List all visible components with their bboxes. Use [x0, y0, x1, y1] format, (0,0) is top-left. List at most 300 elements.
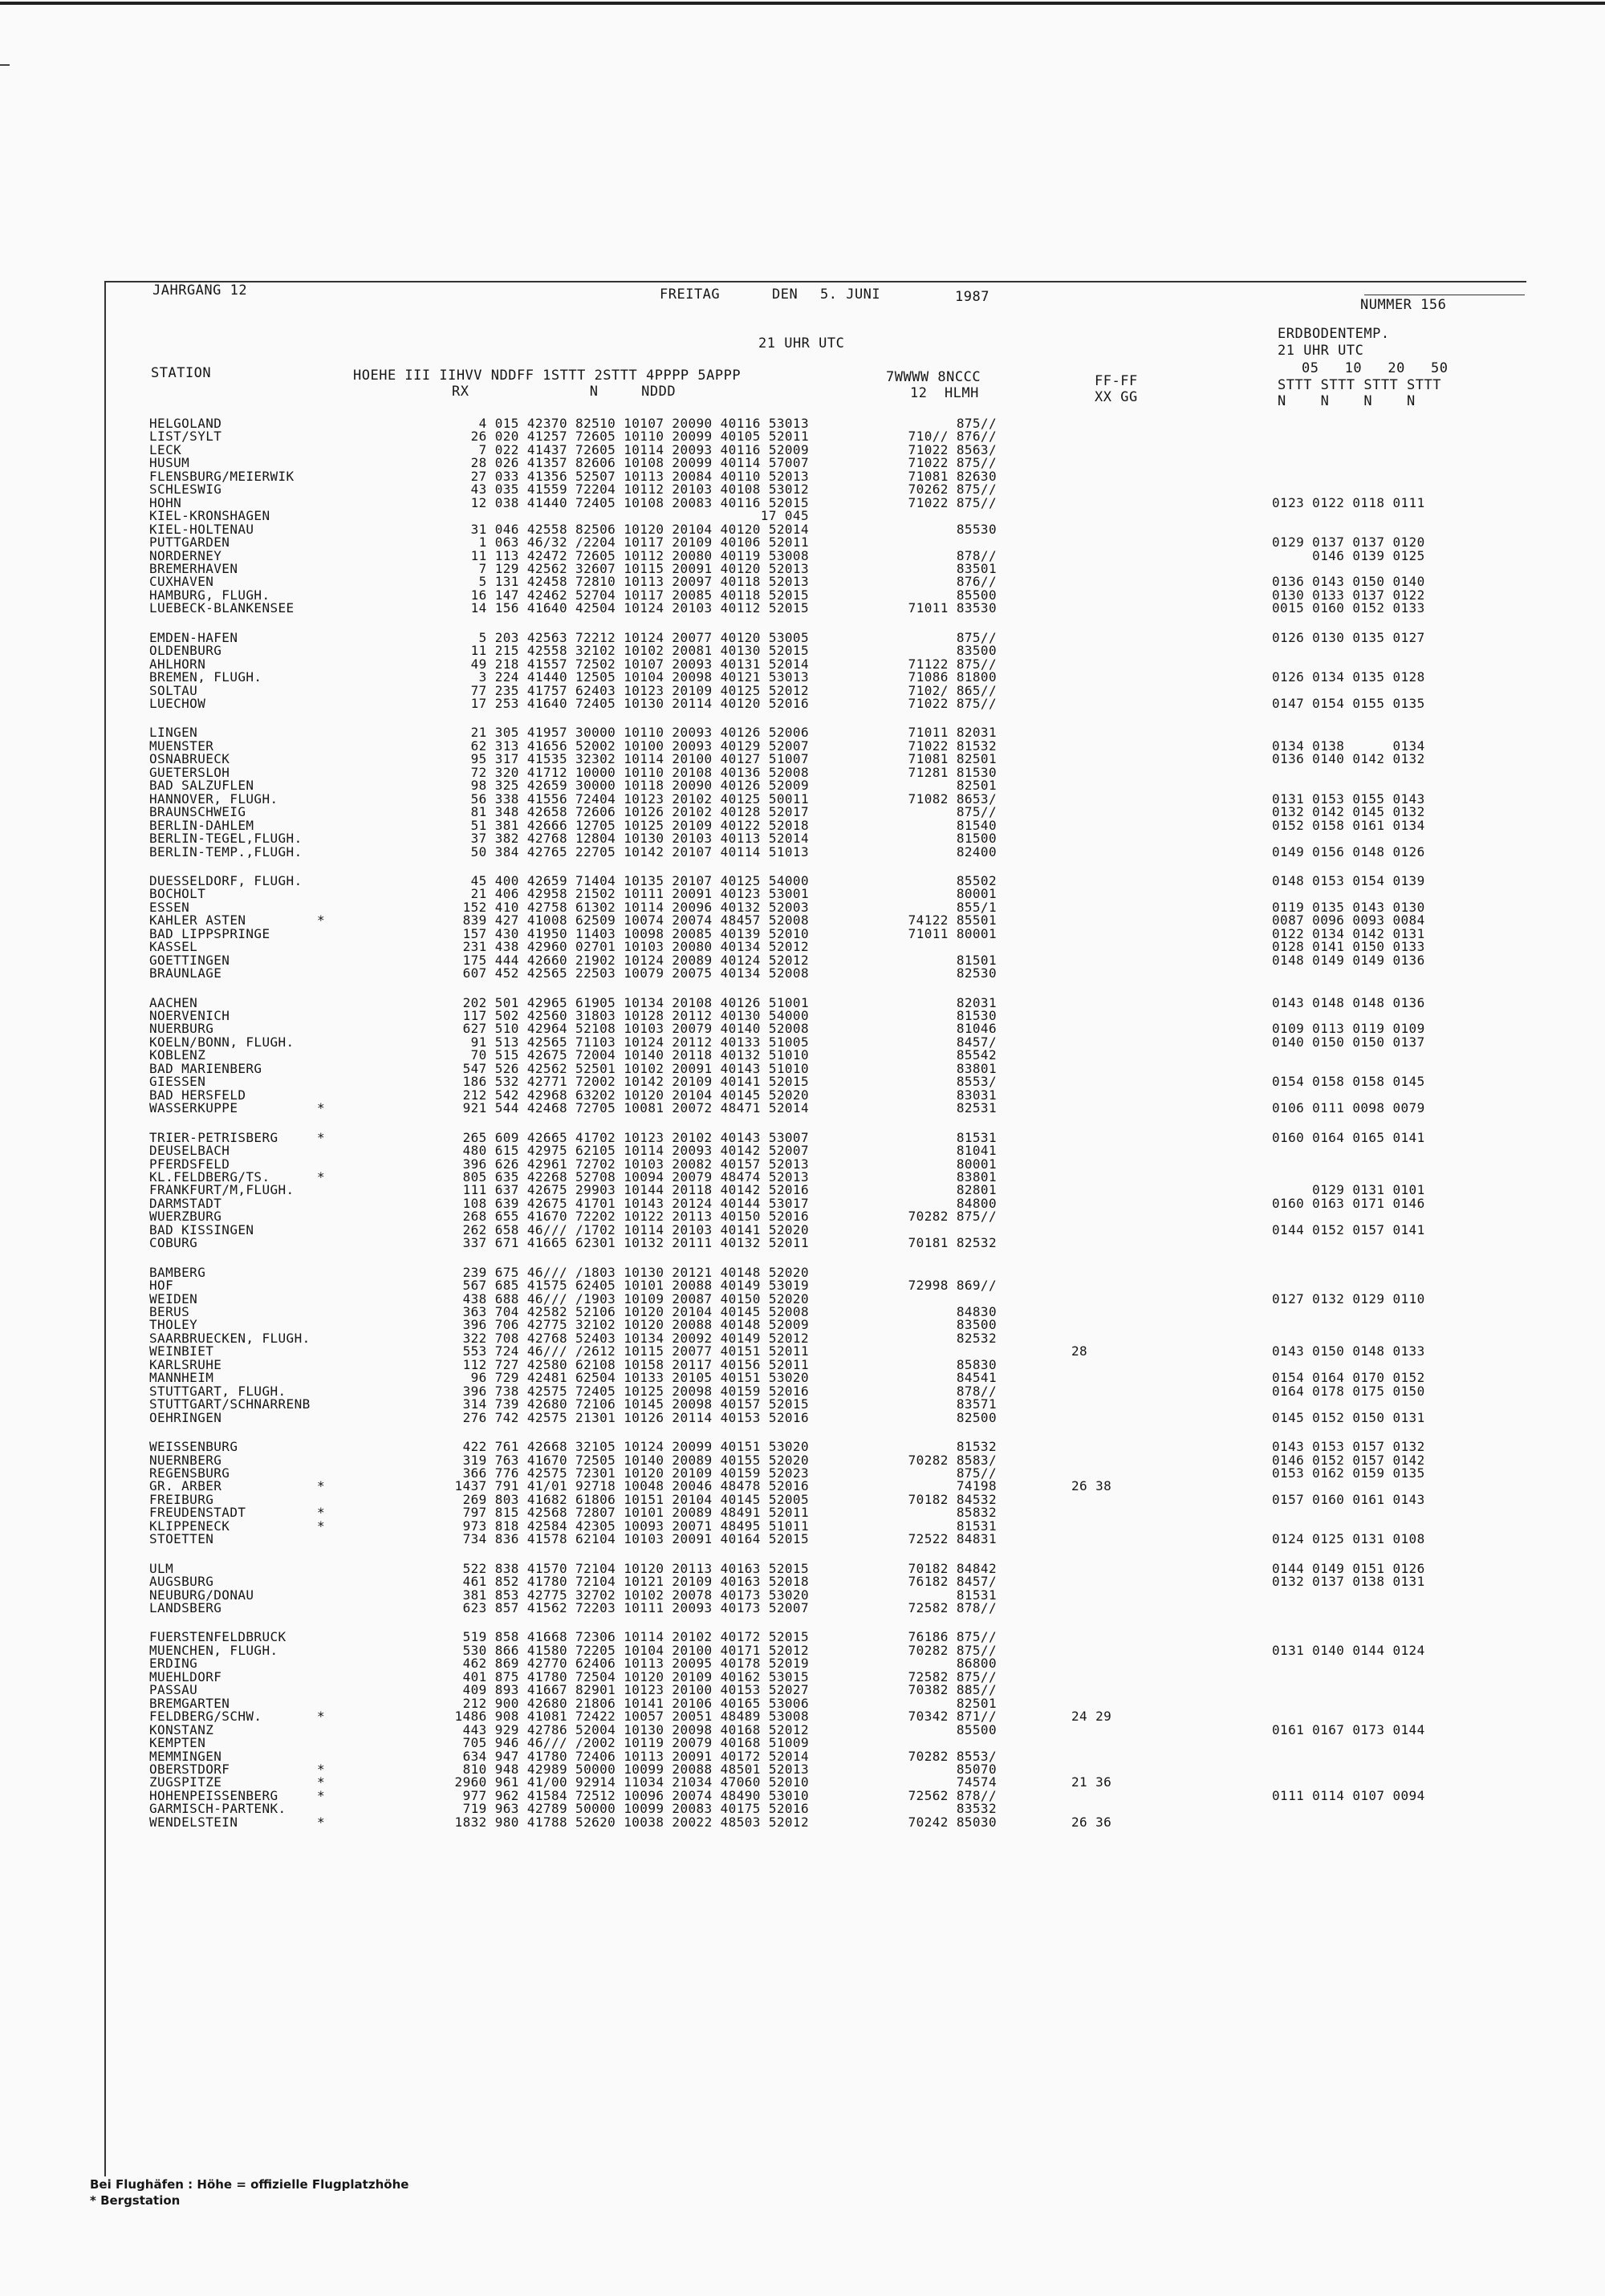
station-name: OEHRINGEN	[149, 1410, 222, 1425]
station-name: PASSAU	[149, 1682, 198, 1697]
table-row	[0, 1602, 1605, 1615]
station-name: OSNABRUECK	[149, 751, 230, 766]
observation-groups: 239 675 46/// /1803 10130 20121 40148 52020	[462, 1265, 809, 1280]
station-name: WUERZBURG	[149, 1209, 222, 1224]
weather-cloud-groups: 84541	[956, 1370, 997, 1385]
weather-cloud-groups: 71022 875//	[908, 455, 997, 470]
soil-temperatures: 0129 0131 0101	[1272, 1182, 1425, 1197]
weather-cloud-groups: 74122 85501	[908, 912, 997, 928]
station-name: LUECHOW	[149, 696, 206, 711]
table-row	[0, 1398, 1605, 1411]
footer-airport-note: Bei Flughäfen : Höhe = offizielle Flugplatzhöhe	[90, 2177, 409, 2192]
observation-groups: 810 948 42989 50000 10099 20088 48501 52013	[462, 1762, 809, 1777]
soil-temperatures: 0134 0138 0134	[1272, 738, 1425, 754]
station-name: WEIDEN	[149, 1291, 198, 1306]
soil-temperatures: 0132 0142 0145 0132	[1272, 804, 1425, 819]
soil-temperatures: 0087 0096 0093 0084	[1272, 912, 1425, 928]
table-row	[0, 1480, 1605, 1493]
soil-temperatures: 0149 0156 0148 0126	[1272, 844, 1425, 859]
soil-temperatures: 0129 0137 0137 0120	[1272, 534, 1425, 550]
soil-temperatures: 0160 0164 0165 0141	[1272, 1130, 1425, 1145]
weather-cloud-groups: 82801	[956, 1182, 997, 1197]
weather-cloud-groups: 71022 81532	[908, 738, 997, 754]
observation-groups: 396 706 42775 32102 10120 20088 40148 52009	[462, 1317, 809, 1332]
station-name: BAD KISSINGEN	[149, 1222, 254, 1237]
weather-cloud-groups: 80001	[956, 1156, 997, 1172]
station-name: NOERVENICH	[149, 1008, 230, 1023]
station-name: FLENSBURG/MEIERWIK	[149, 469, 295, 484]
weather-cloud-groups: 85070	[956, 1762, 997, 1777]
station-name: ERDING	[149, 1656, 198, 1671]
station-name: GR. ARBER	[149, 1478, 222, 1493]
observation-groups: 51 381 42666 12705 10125 20109 40122 52018	[470, 818, 809, 833]
weather-cloud-groups: 83501	[956, 561, 997, 576]
table-row	[0, 536, 1605, 549]
station-name: HOHENPEISSENBERG	[149, 1788, 278, 1803]
table-row	[0, 1684, 1605, 1697]
observation-groups: 553 724 46/// /2612 10115 20077 40151 52011	[462, 1343, 809, 1359]
station-name: GARMISCH-PARTENK.	[149, 1801, 286, 1816]
station-name: BAMBERG	[149, 1265, 206, 1280]
station-name: BAD LIPPSPRINGE	[149, 926, 270, 941]
observation-groups: 461 852 41780 72104 10121 20109 40163 52018	[462, 1574, 809, 1589]
station-name: KASSEL	[149, 939, 198, 954]
weather-cloud-groups: 83571	[956, 1396, 997, 1412]
weather-cloud-groups: 81531	[956, 1130, 997, 1145]
station-name: BOCHOLT	[149, 886, 206, 901]
observation-groups: 12 038 41440 72405 10108 20083 40116 52015	[470, 495, 809, 510]
station-name: KIEL-KRONSHAGEN	[149, 508, 270, 523]
mountain-marker: *	[317, 1814, 326, 1830]
observation-groups: 56 338 41556 72404 10123 20102 40125 50011	[470, 791, 809, 807]
station-name: BAD HERSFELD	[149, 1087, 246, 1103]
observation-groups: 276 742 42575 21301 10126 20114 40153 52016	[462, 1410, 809, 1425]
station-name: TRIER-PETRISBERG	[149, 1130, 278, 1145]
station-name: BERLIN-TEMP.,FLUGH.	[149, 844, 303, 859]
weather-cloud-groups: 81041	[956, 1143, 997, 1158]
observation-groups: 977 962 41584 72512 10096 20074 48490 53010	[462, 1788, 809, 1803]
mountain-marker: *	[317, 1100, 326, 1115]
soil-temperatures: 0144 0152 0157 0141	[1272, 1222, 1425, 1237]
weather-cloud-groups: 85502	[956, 873, 997, 888]
station-name: PFERDSFELD	[149, 1156, 230, 1172]
gust-values: 26 38	[1071, 1478, 1112, 1493]
weather-cloud-groups: 84830	[956, 1304, 997, 1319]
observation-groups: 1832 980 41788 52620 10038 20022 48503 52012	[454, 1814, 809, 1830]
station-name: HOF	[149, 1278, 174, 1293]
station-name: ZUGSPITZE	[149, 1774, 222, 1790]
table-row	[0, 914, 1605, 927]
weather-cloud-groups: 71081 82501	[908, 751, 997, 766]
observation-groups: 152 410 42758 61302 10114 20096 40132 52003	[462, 900, 809, 915]
soil-temperatures: 0127 0132 0129 0110	[1272, 1291, 1425, 1306]
soil-temperatures: 0140 0150 0150 0137	[1272, 1034, 1425, 1050]
weather-cloud-groups: 82501	[956, 1696, 997, 1711]
station-name: AUGSBURG	[149, 1574, 214, 1589]
weather-cloud-groups: 85542	[956, 1047, 997, 1063]
weather-cloud-groups: 74198	[956, 1478, 997, 1493]
station-name: BAD MARIENBERG	[149, 1061, 262, 1076]
observation-groups: 50 384 42765 22705 10142 20107 40114 51013	[470, 844, 809, 859]
table-row	[0, 1855, 1605, 1868]
station-name: KARLSRUHE	[149, 1357, 222, 1372]
soil-temperatures: 0126 0130 0135 0127	[1272, 630, 1425, 645]
observation-groups: 91 513 42565 71103 10124 20112 40133 51005	[470, 1034, 809, 1050]
table-row	[0, 1144, 1605, 1157]
station-name: CUXHAVEN	[149, 574, 214, 589]
weather-cloud-groups: 81046	[956, 1021, 997, 1036]
observation-groups: 265 609 42665 41702 10123 20102 40143 53007	[462, 1130, 809, 1145]
weather-cloud-groups: 83801	[956, 1169, 997, 1185]
table-row	[0, 1816, 1605, 1829]
observation-groups: 77 235 41757 62403 10123 20109 40125 52012	[470, 683, 809, 698]
station-name: GUETERSLOH	[149, 765, 230, 780]
station-name: OLDENBURG	[149, 643, 222, 658]
station-name: ULM	[149, 1561, 174, 1576]
ff-header: FF-FF	[1095, 373, 1138, 389]
station-name: WENDELSTEIN	[149, 1814, 238, 1830]
observation-groups: 921 544 42468 72705 10081 20072 48471 52014	[462, 1100, 809, 1115]
weather-cloud-groups: 70242 85030	[908, 1814, 997, 1830]
observation-groups: 175 444 42660 21902 10124 20089 40124 52012	[462, 953, 809, 968]
weather-cloud-groups: 83532	[956, 1801, 997, 1816]
observation-groups: 212 542 42968 63202 10120 20104 40145 52020	[462, 1087, 809, 1103]
group7-header: 7WWWW 8NCCC	[886, 369, 981, 385]
station-name: OBERSTDORF	[149, 1762, 230, 1777]
soil-temperatures: 0128 0141 0150 0133	[1272, 939, 1425, 954]
station-name: KL.FELDBERG/TS.	[149, 1169, 270, 1185]
station-name: BERLIN-DAHLEM	[149, 818, 254, 833]
table-row	[0, 1345, 1605, 1358]
mountain-marker: *	[317, 1518, 326, 1534]
table-row	[0, 1575, 1605, 1588]
table-row	[0, 1802, 1605, 1815]
weekday-label: FREITAG	[660, 286, 721, 303]
observation-groups: 49 218 41557 72502 10107 20093 40131 52014	[470, 656, 809, 672]
station-name: KOBLENZ	[149, 1047, 206, 1063]
weather-cloud-groups: 84800	[956, 1196, 997, 1211]
observation-groups: 443 929 42786 52004 10130 20098 40168 52012	[462, 1722, 809, 1737]
station-name: BERLIN-TEGEL,FLUGH.	[149, 831, 303, 846]
observation-groups: 81 348 42658 72606 10126 20102 40128 52017	[470, 804, 809, 819]
observation-groups: 4 015 42370 82510 10107 20090 40116 53013	[478, 416, 809, 431]
weather-cloud-groups: 76186 875//	[908, 1629, 997, 1644]
station-name: MEMMINGEN	[149, 1749, 222, 1764]
station-name: SAARBRUECKEN, FLUGH.	[149, 1331, 311, 1346]
table-row	[0, 457, 1605, 469]
weather-cloud-groups: 70382 885//	[908, 1682, 997, 1697]
weather-cloud-groups: 85500	[956, 587, 997, 603]
station-name: WEISSENBURG	[149, 1439, 238, 1454]
station-name: HAMBURG, FLUGH.	[149, 587, 270, 603]
weather-cloud-groups: 70282 875//	[908, 1643, 997, 1658]
observation-groups: 409 893 41667 82901 10123 20100 40153 52027	[462, 1682, 809, 1697]
station-name: MUENCHEN, FLUGH.	[149, 1643, 278, 1658]
station-name: BREMERHAVEN	[149, 561, 238, 576]
observation-groups: 212 900 42680 21806 10141 20106 40165 53006	[462, 1696, 809, 1711]
station-name: BRAUNLAGE	[149, 965, 222, 981]
observation-groups: 96 729 42481 62504 10133 20105 40151 53020	[470, 1370, 809, 1385]
soil-temperatures: 0123 0122 0118 0111	[1272, 495, 1425, 510]
table-row	[0, 697, 1605, 710]
table-row	[0, 1737, 1605, 1749]
station-name: BERUS	[149, 1304, 190, 1319]
observation-groups: 314 739 42680 72106 10145 20098 40157 52015	[462, 1396, 809, 1412]
observation-groups: 322 708 42768 52403 10134 20092 40149 52012	[462, 1331, 809, 1346]
station-name: KOELN/BONN, FLUGH.	[149, 1034, 295, 1050]
weather-cloud-groups: 7102/ 865//	[908, 683, 997, 698]
weather-cloud-groups: 81500	[956, 831, 997, 846]
station-name: SCHLESWIG	[149, 482, 222, 497]
observation-groups: 627 510 42964 52108 10103 20079 40140 52008	[462, 1021, 809, 1036]
observation-groups: 607 452 42565 22503 10079 20075 40134 52008	[462, 965, 809, 981]
soil-temperatures: 0147 0154 0155 0135	[1272, 696, 1425, 711]
observation-groups: 2960 961 41/00 92914 11034 21034 47060 52010	[454, 1774, 809, 1790]
station-name: AACHEN	[149, 995, 198, 1010]
observation-groups: 567 685 41575 62405 10101 20088 40149 53019	[462, 1278, 809, 1293]
weather-cloud-groups: 875//	[956, 630, 997, 645]
observation-groups: 202 501 42965 61905 10134 20108 40126 51001	[462, 995, 809, 1010]
station-name: GIESSEN	[149, 1074, 206, 1089]
weather-cloud-groups: 81531	[956, 1587, 997, 1603]
observation-groups: 623 857 41562 72203 10111 20093 40173 52007	[462, 1600, 809, 1615]
station-name: BAD SALZUFLEN	[149, 778, 254, 793]
observation-groups: 839 427 41008 62509 10074 20074 48457 52008	[462, 912, 809, 928]
station-name: HUSUM	[149, 455, 190, 470]
table-row	[0, 1319, 1605, 1331]
soil-temperatures: 0143 0148 0148 0136	[1272, 995, 1425, 1010]
volume-label: JAHRGANG 12	[152, 282, 248, 299]
soil-temperatures: 0122 0134 0142 0131	[1272, 926, 1425, 941]
soil-temperatures: 0148 0153 0154 0139	[1272, 873, 1425, 888]
table-row	[0, 1022, 1605, 1035]
observation-groups: 262 658 46/// /1702 10114 20103 40141 52020	[462, 1222, 809, 1237]
observation-groups: 530 866 41580 72205 10104 20100 40171 52012	[462, 1643, 809, 1658]
weather-cloud-groups: 875//	[956, 804, 997, 819]
observation-groups: 797 815 42568 72807 10101 20089 48491 52011	[462, 1505, 809, 1520]
station-name: WASSERKUPPE	[149, 1100, 238, 1115]
table-row	[0, 941, 1605, 953]
weather-cloud-groups: 70182 84532	[908, 1492, 997, 1507]
station-name: COBURG	[149, 1235, 198, 1250]
weather-cloud-groups: 81540	[956, 818, 997, 833]
table-row	[0, 575, 1605, 588]
weather-cloud-groups: 855/1	[956, 900, 997, 915]
weather-cloud-groups: 71281 81530	[908, 765, 997, 780]
observation-groups: 438 688 46/// /1903 10109 20087 40150 52020	[462, 1291, 809, 1306]
table-row	[0, 602, 1605, 615]
station-name: KLIPPENECK	[149, 1518, 230, 1534]
station-name: HOHN	[149, 495, 182, 510]
station-name: GOETTINGEN	[149, 953, 230, 968]
soil-temperatures: 0164 0178 0175 0150	[1272, 1384, 1425, 1399]
observation-groups: 366 776 42575 72301 10120 20109 40159 52023	[462, 1465, 809, 1481]
weather-cloud-groups: 85830	[956, 1357, 997, 1372]
mountain-marker: *	[317, 1709, 326, 1724]
soil-depths: 05 10 20 50	[1302, 360, 1449, 376]
weather-cloud-groups: 71011 80001	[908, 926, 997, 941]
station-name: DUESSELDORF, FLUGH.	[149, 873, 303, 888]
station-name: SOLTAU	[149, 683, 198, 698]
table-row	[0, 753, 1605, 766]
station-name: FELDBERG/SCHW.	[149, 1709, 262, 1724]
station-name: NUERNBERG	[149, 1453, 222, 1468]
soil-temperatures: 0131 0140 0144 0124	[1272, 1643, 1425, 1658]
table-row	[0, 888, 1605, 900]
soil-temperatures: 0154 0164 0170 0152	[1272, 1370, 1425, 1385]
station-name: KIEL-HOLTENAU	[149, 522, 254, 537]
soil-subheader: N N N N	[1278, 393, 1416, 409]
soil-temperatures: 0154 0158 0158 0145	[1272, 1074, 1425, 1089]
table-row	[0, 1049, 1605, 1062]
station-name: FREUDENSTADT	[149, 1505, 246, 1520]
observation-groups: 14 156 41640 42504 10124 20103 40112 52015	[470, 600, 809, 616]
station-name: BREMGARTEN	[149, 1696, 230, 1711]
observation-groups: 95 317 41535 32302 10114 20100 40127 51007	[470, 751, 809, 766]
observation-groups: 734 836 41578 62104 10103 20091 40164 52015	[462, 1531, 809, 1546]
gust-values: 28	[1071, 1343, 1088, 1359]
weather-cloud-groups: 85832	[956, 1505, 997, 1520]
weather-cloud-groups: 8553/	[956, 1074, 997, 1089]
mountain-marker: *	[317, 912, 326, 928]
observation-groups: 11 113 42472 72605 10112 20080 40119 53008	[470, 548, 809, 563]
soil-temperatures: 0119 0135 0143 0130	[1272, 900, 1425, 915]
weather-cloud-groups: 85500	[956, 1722, 997, 1737]
station-name: BRAUNSCHWEIG	[149, 804, 246, 819]
observation-groups: 422 761 42668 32105 10124 20099 40151 53020	[462, 1439, 809, 1454]
observation-groups: 17 045	[760, 508, 809, 523]
station-name: AHLHORN	[149, 656, 206, 672]
weather-cloud-groups: 70342 871//	[908, 1709, 997, 1724]
weather-cloud-groups: 82400	[956, 844, 997, 859]
weather-cloud-groups: 81531	[956, 1518, 997, 1534]
table-row	[0, 1843, 1605, 1855]
weather-cloud-groups: 71086 81800	[908, 669, 997, 685]
observation-groups: 547 526 42562 52501 10102 20091 40143 51010	[462, 1061, 809, 1076]
soil-temperatures: 0146 0152 0157 0142	[1272, 1453, 1425, 1468]
table-row	[0, 1657, 1605, 1670]
table-row	[0, 1441, 1605, 1453]
observation-time: 21 UHR UTC	[758, 335, 845, 352]
soil-temp-time: 21 UHR UTC	[1278, 343, 1364, 359]
table-row	[0, 671, 1605, 684]
main-groups-subheader: RX N NDDD	[452, 384, 677, 400]
observation-groups: 31 046 42558 82506 10120 20104 40120 52014	[470, 522, 809, 537]
issue-number: NUMMER 156	[1360, 297, 1447, 313]
soil-temperatures: 0131 0153 0155 0143	[1272, 791, 1425, 807]
observation-groups: 805 635 42268 52708 10094 20079 48474 52013	[462, 1169, 809, 1185]
table-row	[0, 510, 1605, 522]
table-row	[0, 483, 1605, 496]
observation-groups: 5 203 42563 72212 10124 20077 40120 53005	[478, 630, 809, 645]
observation-groups: 108 639 42675 41701 10143 20124 40144 53017	[462, 1196, 809, 1211]
table-row	[0, 779, 1605, 792]
mountain-marker: *	[317, 1505, 326, 1520]
observation-groups: 27 033 41356 52507 10113 20084 40110 52013	[470, 469, 809, 484]
soil-temperatures: 0111 0114 0107 0094	[1272, 1788, 1425, 1803]
observation-groups: 11 215 42558 32102 10102 20081 40130 52015	[470, 643, 809, 658]
weather-cloud-groups: 71122 875//	[908, 656, 997, 672]
station-name: ESSEN	[149, 900, 190, 915]
observation-groups: 231 438 42960 02701 10103 20080 40134 52012	[462, 939, 809, 954]
gust-values: 26 36	[1071, 1814, 1112, 1830]
station-name: STUTTGART/SCHNARRENB	[149, 1396, 311, 1412]
soil-temperatures: 0143 0150 0148 0133	[1272, 1343, 1425, 1359]
observation-groups: 26 020 41257 72605 10110 20099 40105 52011	[470, 429, 809, 444]
table-row	[0, 967, 1605, 980]
table-row	[0, 1710, 1605, 1723]
mountain-marker: *	[317, 1762, 326, 1777]
station-name: MUEHLDORF	[149, 1669, 222, 1684]
observation-groups: 401 875 41780 72504 10120 20109 40162 53015	[462, 1669, 809, 1684]
station-column-header: STATION	[151, 365, 212, 381]
observation-groups: 98 325 42659 30000 10118 20090 40126 52009	[470, 778, 809, 793]
station-name: NUERBURG	[149, 1021, 214, 1036]
station-name: KEMPTEN	[149, 1735, 206, 1750]
soil-temperatures: 0152 0158 0161 0134	[1272, 818, 1425, 833]
soil-temperatures: 0153 0162 0159 0135	[1272, 1465, 1425, 1481]
station-name: EMDEN-HAFEN	[149, 630, 238, 645]
weather-cloud-groups: 71082 8653/	[908, 791, 997, 807]
observation-groups: 268 655 41670 72202 10122 20113 40150 52016	[462, 1209, 809, 1224]
observation-groups: 45 400 42659 71404 10135 20107 40125 54000	[470, 873, 809, 888]
table-row	[0, 1102, 1605, 1115]
weather-cloud-groups: 71022 875//	[908, 495, 997, 510]
observation-groups: 17 253 41640 72405 10130 20114 40120 52016	[470, 696, 809, 711]
table-row	[0, 1279, 1605, 1292]
table-row	[0, 1210, 1605, 1223]
weather-cloud-groups: 86800	[956, 1656, 997, 1671]
observation-groups: 1437 791 41/01 92718 10048 20046 48478 52016	[454, 1478, 809, 1493]
weather-cloud-groups: 878//	[956, 1384, 997, 1399]
weather-cloud-groups: 72582 878//	[908, 1600, 997, 1615]
mountain-marker: *	[317, 1130, 326, 1145]
soil-temperatures: 0109 0113 0119 0109	[1272, 1021, 1425, 1036]
observation-groups: 719 963 42789 50000 10099 20083 40175 52016	[462, 1801, 809, 1816]
table-row	[0, 1631, 1605, 1644]
table-row	[0, 1829, 1605, 1842]
weather-cloud-groups: 83031	[956, 1087, 997, 1103]
observation-groups: 62 313 41656 52002 10100 20093 40129 52007	[470, 738, 809, 754]
weather-cloud-groups: 85530	[956, 522, 997, 537]
soil-temperatures: 0124 0125 0131 0108	[1272, 1531, 1425, 1546]
observation-groups: 5 131 42458 72810 10113 20097 40118 52013	[478, 574, 809, 589]
weather-cloud-groups: 83801	[956, 1061, 997, 1076]
weather-cloud-groups: 82031	[956, 995, 997, 1010]
soil-temperatures: 0126 0134 0135 0128	[1272, 669, 1425, 685]
station-name: HELGOLAND	[149, 416, 222, 431]
observation-groups: 117 502 42560 31803 10128 20112 40130 54000	[462, 1008, 809, 1023]
observation-groups: 319 763 41670 72505 10140 20089 40155 52020	[462, 1453, 809, 1468]
table-row	[0, 1776, 1605, 1789]
weather-cloud-groups: 70282 8583/	[908, 1453, 997, 1468]
weather-cloud-groups: 878//	[956, 548, 997, 563]
table-row	[0, 644, 1605, 657]
table-row	[0, 1184, 1605, 1197]
observation-groups: 7 022 41437 72605 10114 20093 40116 52009	[478, 442, 809, 457]
observation-groups: 157 430 41950 11403 10098 20085 40139 52010	[462, 926, 809, 941]
observation-groups: 70 515 42675 72004 10140 20118 40132 51010	[470, 1047, 809, 1063]
observation-groups: 112 727 42580 62108 10158 20117 40156 52011	[462, 1357, 809, 1372]
station-name: THOLEY	[149, 1317, 198, 1332]
observation-groups: 1 063 46/32 /2204 10117 20109 40106 52011	[478, 534, 809, 550]
station-name: MUENSTER	[149, 738, 214, 754]
weather-cloud-groups: 74574	[956, 1774, 997, 1790]
table-row	[0, 806, 1605, 819]
weather-cloud-groups: 82532	[956, 1331, 997, 1346]
table-row	[0, 430, 1605, 443]
soil-temperatures: 0132 0137 0138 0131	[1272, 1574, 1425, 1589]
